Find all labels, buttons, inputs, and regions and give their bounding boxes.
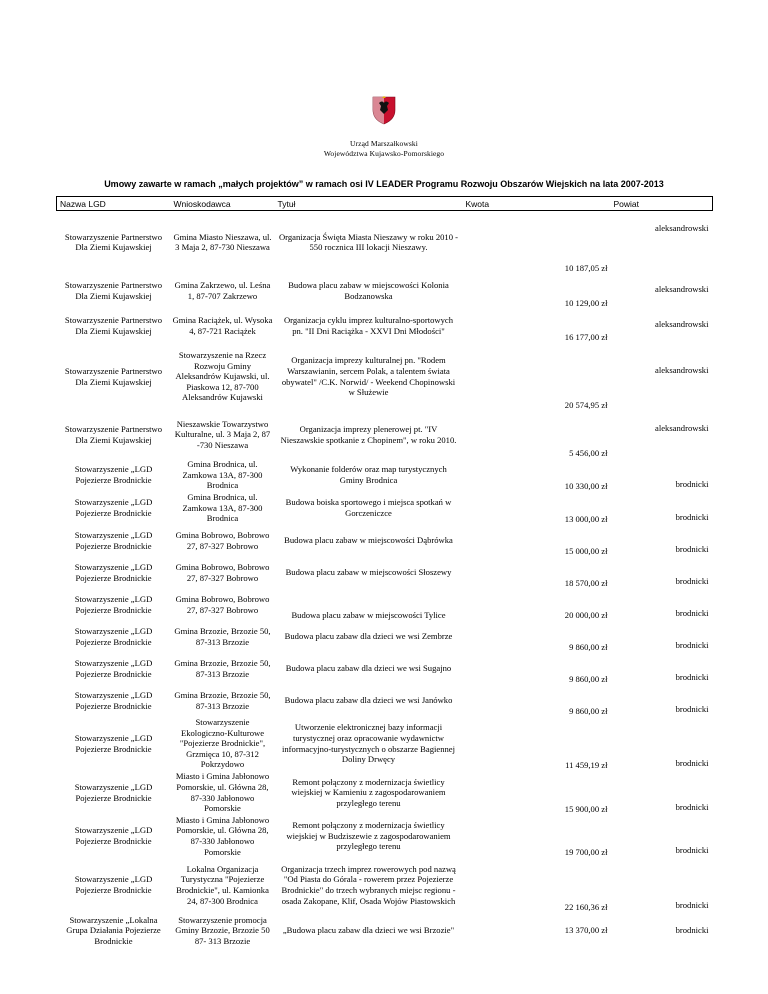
title-cell: Organizacja Święta Miasta Nieszawy w roku 2010 - 550 rocznica III lokacji Nieszawy.	[278, 231, 459, 253]
title-cell: Budowa placu zabaw w miejscowości Tylice	[291, 609, 446, 620]
powiat-cell: brodnicki	[675, 607, 709, 618]
lgd-cell: Stowarzyszenie Partnerstwo Dla Ziemi Kujawskiej	[64, 280, 163, 301]
amount-cell: 11 459,19 zł	[565, 759, 608, 770]
table-row	[57, 211, 713, 274]
page-header	[0, 95, 768, 159]
amount-cell: 20 574,95 zł	[564, 399, 608, 410]
powiat-cell: brodnicki	[675, 703, 709, 714]
title-cell: „Budowa placu zabaw dla dzieci we wsi Brzozie"	[282, 925, 455, 936]
amount-cell: 20 000,00 zł	[564, 609, 608, 620]
title-cell: Budowa boiska sportowego i miejsca spotkań w Gorczeniczce	[285, 497, 452, 518]
table-header-row	[57, 197, 713, 211]
powiat-cell: brodnicki	[675, 639, 709, 650]
applicant-cell: Gmina Bobrowo, Bobrowo 27, 87-327 Bobrowo	[175, 593, 270, 615]
amount-cell: 15 000,00 zł	[564, 545, 608, 556]
amount-cell: 19 700,00 zł	[564, 846, 608, 857]
column-header-lgd: Nazwa LGD	[57, 197, 171, 211]
powiat-cell: brodnicki	[675, 844, 709, 855]
amount-cell: 18 570,00 zł	[564, 577, 608, 588]
powiat-cell: aleksandrowski	[655, 283, 709, 294]
powiat-cell: brodnicki	[675, 899, 709, 910]
lgd-cell: Stowarzyszenie „LGD Pojezierze Brodnickie	[74, 593, 153, 615]
table-row	[57, 913, 713, 949]
lgd-cell: Stowarzyszenie „LGD Pojezierze Brodnickie	[74, 529, 153, 551]
applicant-cell: Stowarzyszenie promocja Gminy Brzozie, Brzozie 50 87- 313 Brzozie	[175, 914, 270, 946]
table-row	[57, 685, 713, 717]
powiat-cell: brodnicki	[675, 511, 709, 522]
powiat-cell: brodnicki	[675, 543, 709, 554]
powiat-cell: brodnicki	[675, 478, 709, 489]
applicant-cell: Stowarzyszenie Ekologiczno-Kulturowe "Pojezierze Brodnickie", Grzmięca 10, 87-312 Pokrzydowo	[179, 717, 266, 770]
powiat-cell: brodnicki	[675, 757, 709, 768]
applicant-cell: Gmina Miasto Nieszawa, ul. 3 Maja 2, 87-730 Nieszawa	[173, 231, 272, 253]
table-row	[57, 589, 713, 621]
lgd-cell: Stowarzyszenie „LGD Pojezierze Brodnickie	[74, 781, 153, 803]
table-row	[57, 274, 713, 309]
powiat-cell: brodnicki	[675, 671, 709, 682]
title-cell: Budowa placu zabaw dla dzieci we wsi Sugajno	[285, 663, 452, 674]
amount-cell: 9 860,00 zł	[569, 673, 608, 684]
title-cell: Organizacja cyklu imprez kulturalno-sportowych pn. "II Dni Raciążka - XXVI Dni Młodości"	[283, 314, 454, 336]
title-cell: Organizacja imprezy plenerowej pt. "IV Nieszawskie spotkanie z Chopinem", w roku 2010.	[280, 423, 457, 445]
table-row	[57, 411, 713, 459]
table-row	[57, 717, 713, 771]
amount-cell: 10 187,05 zł	[564, 262, 608, 273]
applicant-cell: Gmina Bobrowo, Bobrowo 27, 87-327 Bobrowo	[175, 529, 270, 551]
applicant-cell: Miasto i Gmina Jabłonowo Pomorskie, ul. Główna 28, 87-330 Jabłonowo Pomorskie	[175, 771, 270, 814]
contracts-table	[56, 196, 713, 949]
title-cell: Wykonanie folderów oraz map turystycznych Gminy Brodnica	[290, 464, 447, 485]
amount-cell: 16 177,00 zł	[564, 331, 608, 342]
applicant-cell: Gmina Brzozie, Brzozie 50, 87-313 Brzozie	[174, 689, 271, 711]
amount-cell: 22 160,36 zł	[564, 901, 608, 912]
powiat-cell: aleksandrowski	[655, 422, 709, 433]
title-cell: Utworzenie elektronicznej bazy informacji turystycznej oraz opracowanie wydawnictw informacyjno-turystycznych o obszarze Bagiennej Doliny Drwęcy	[281, 722, 455, 765]
lgd-cell: Stowarzyszenie „LGD Pojezierze Brodnickie	[74, 689, 153, 711]
lgd-cell: Stowarzyszenie Partnerstwo Dla Ziemi Kujawskiej	[64, 231, 163, 253]
document-title: Umowy zawarte w ramach „małych projektów” w ramach osi IV LEADER Programu Rozwoju Obszarów Wiejskich na lata 2007-2013	[104, 179, 664, 189]
title-cell: Budowa placu zabaw w miejscowości Słoszewy	[285, 567, 452, 578]
table-row	[57, 621, 713, 653]
powiat-cell: aleksandrowski	[655, 318, 709, 329]
column-header-title: Tytuł	[275, 197, 463, 211]
table-row	[57, 653, 713, 685]
table-row	[57, 525, 713, 557]
lgd-cell: Stowarzyszenie „LGD Pojezierze Brodnickie	[74, 874, 153, 895]
title-cell: Remont połączony z modernizacja świetlicy wiejskiej w Kamieniu z zagospodarowaniem przyległego terenu	[291, 776, 446, 808]
lgd-cell: Stowarzyszenie „LGD Pojezierze Brodnickie	[74, 732, 153, 754]
lgd-cell: Stowarzyszenie „LGD Pojezierze Brodnickie	[74, 657, 153, 679]
lgd-cell: Stowarzyszenie Partnerstwo Dla Ziemi Kujawskiej	[64, 423, 163, 445]
title-cell: Budowa placu zabaw dla dzieci we wsi Janówko	[284, 695, 453, 706]
powiat-cell: aleksandrowski	[655, 364, 709, 375]
applicant-cell: Gmina Brodnica, ul. Zamkowa 13A, 87-300 Brodnica	[182, 492, 263, 524]
lgd-cell: Stowarzyszenie „LGD Pojezierze Brodnickie	[74, 497, 153, 518]
office-line-2: Województwa Kujawsko-Pomorskiego	[323, 149, 445, 158]
applicant-cell: Gmina Bobrowo, Bobrowo 27, 87-327 Bobrowo	[175, 561, 270, 583]
applicant-cell: Lokalna Organizacja Turystyczna "Pojezierze Brodnickie", ul. Kamionka 24, 87-300 Brodnica	[176, 863, 269, 906]
applicant-cell: Nieszawskie Towarzystwo Kulturalne, ul. 3 Maja 2, 87 -730 Nieszawa	[174, 418, 271, 450]
lgd-cell: Stowarzyszenie Partnerstwo Dla Ziemi Kujawskiej	[64, 314, 163, 336]
powiat-cell: aleksandrowski	[655, 223, 709, 233]
applicant-cell: Stowarzyszenie na Rzecz Rozwoju Gminy Aleksandrów Kujawski, ul. Piaskowa 12, 87-700 Aleksandrów Kujawski	[175, 350, 270, 403]
office-line-1: Urząd Marszałkowski	[350, 139, 418, 148]
amount-cell: 13 370,00 zł	[564, 925, 608, 936]
table-row	[57, 492, 713, 525]
applicant-cell: Gmina Brzozie, Brzozie 50, 87-313 Brzozie	[174, 625, 271, 647]
powiat-cell: brodnicki	[675, 575, 709, 586]
amount-cell: 9 860,00 zł	[569, 641, 608, 652]
title-cell: Budowa placu zabaw dla dzieci we wsi Zembrze	[284, 631, 453, 642]
lgd-cell: Stowarzyszenie „Lokalna Grupa Działania Pojezierze Brodnickie	[66, 914, 161, 946]
applicant-cell: Gmina Brzozie, Brzozie 50, 87-313 Brzozie	[174, 657, 271, 679]
lgd-cell: Stowarzyszenie „LGD Pojezierze Brodnickie	[74, 464, 153, 485]
applicant-cell: Gmina Raciążek, ul. Wysoka 4, 87-721 Raciążek	[172, 314, 273, 336]
table-row	[57, 858, 713, 913]
applicant-cell: Gmina Brodnica, ul. Zamkowa 13A, 87-300 Brodnica	[182, 459, 263, 491]
table-row	[57, 459, 713, 492]
table-row	[57, 815, 713, 858]
amount-cell: 13 000,00 zł	[564, 513, 608, 524]
lgd-cell: Stowarzyszenie „LGD Pojezierze Brodnickie	[74, 625, 153, 647]
title-cell: Budowa placu zabaw w miejscowości Kolonia Bodzanowska	[288, 280, 449, 301]
title-cell: Organizacja imprezy kulturalnej pn. "Rodem Warszawianin, sercem Polak, a talentem świata obywatel" /C.K. Norwid/ - Weekend Chopinowski w Służewie	[281, 355, 456, 398]
powiat-cell: brodnicki	[675, 801, 709, 812]
amount-cell: 5 456,00 zł	[569, 447, 608, 458]
applicant-cell: Miasto i Gmina Jabłonowo Pomorskie, ul. Główna 28, 87-330 Jabłonowo Pomorskie	[175, 814, 270, 857]
table-row	[57, 557, 713, 589]
lgd-cell: Stowarzyszenie „LGD Pojezierze Brodnickie	[74, 825, 153, 846]
amount-cell: 10 129,00 zł	[564, 297, 608, 308]
column-header-amount: Kwota	[463, 197, 611, 211]
coat-of-arms-icon	[372, 95, 396, 125]
amount-cell: 10 330,00 zł	[564, 480, 608, 491]
table-row	[57, 771, 713, 815]
table-row	[57, 343, 713, 411]
title-cell: Budowa placu zabaw w miejscowości Dąbrówka	[284, 535, 453, 546]
office-name	[0, 139, 768, 159]
lgd-cell: Stowarzyszenie „LGD Pojezierze Brodnickie	[74, 561, 153, 583]
lgd-cell: Stowarzyszenie Partnerstwo Dla Ziemi Kujawskiej	[64, 365, 163, 387]
column-header-applicant: Wnioskodawca	[171, 197, 275, 211]
powiat-cell: brodnicki	[675, 925, 709, 936]
column-header-powiat: Powiat	[611, 197, 713, 211]
amount-cell: 15 900,00 zł	[564, 803, 608, 814]
title-cell: Remont połączony z modernizacja świetlicy wiejskiej w Budziszewie z zagospodarowaniem przyległego terenu	[286, 820, 451, 852]
table-row	[57, 309, 713, 343]
amount-cell: 9 860,00 zł	[569, 705, 608, 716]
applicant-cell: Gmina Zakrzewo, ul. Leśna 1, 87-707 Zakrzewo	[174, 280, 271, 301]
title-cell: Organizacja trzech imprez rowerowych pod nazwą "Od Piasta do Górala - rowerem przez Pojezierze Brodnickie" do trzech wybranych miejsc regionu - osada Zakopane, Klif, Osada Wojów Piastowskich	[281, 863, 456, 906]
